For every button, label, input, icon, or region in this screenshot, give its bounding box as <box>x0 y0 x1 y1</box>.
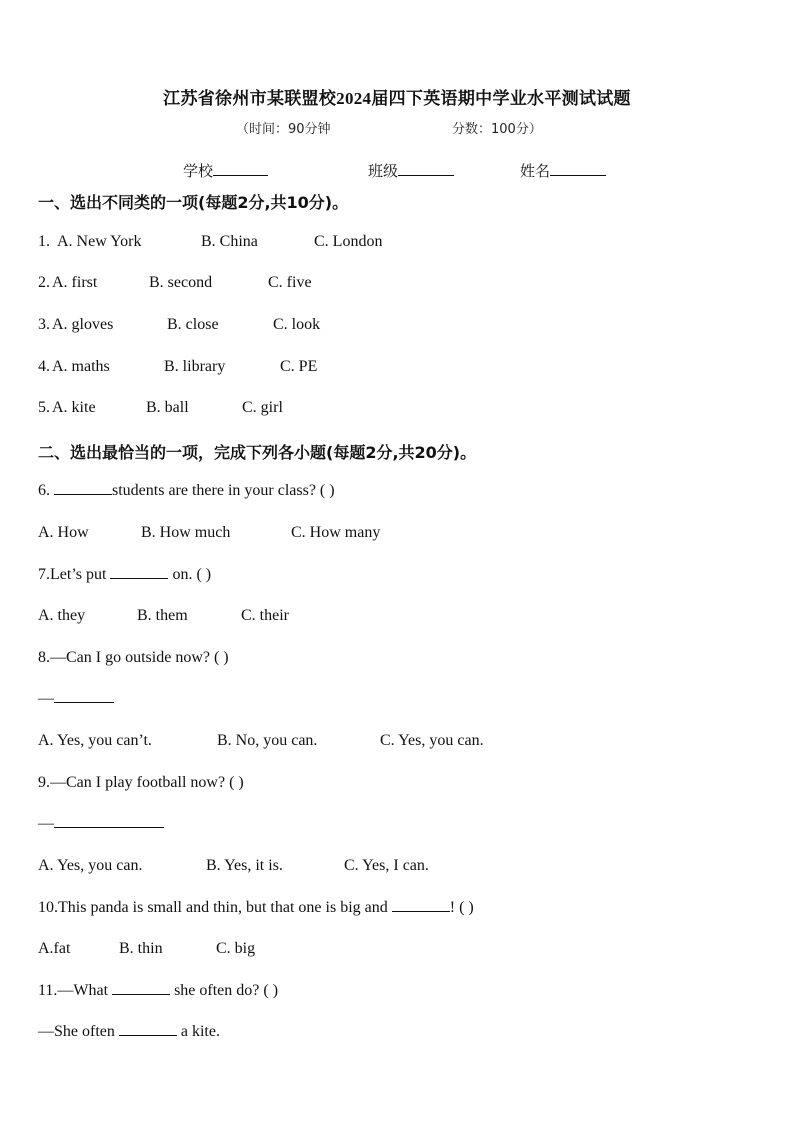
q8-option-c: C. Yes, you can. <box>380 732 484 749</box>
name-label: 姓名 <box>520 164 551 180</box>
q4-option-b: B. library <box>164 358 226 375</box>
q7-blank[interactable] <box>110 566 168 579</box>
q11-prefix: 11.—What <box>38 982 113 999</box>
q8-blank[interactable] <box>54 690 114 703</box>
q2-option-b: B. second <box>149 274 213 291</box>
q10-text: ! ( ) <box>449 899 474 916</box>
question-10 <box>38 899 474 917</box>
question-11 <box>38 982 278 1000</box>
q3-number: 3. <box>38 316 50 333</box>
q9-dash: — <box>38 815 54 832</box>
q6-option-a: A. How <box>38 524 89 541</box>
section2-heading: 二、选出最恰当的一项，完成下列各小题(每题2分,共20分)。 <box>38 443 477 462</box>
q11-line2-text: a kite. <box>176 1023 220 1040</box>
q2-option-c: C. five <box>268 274 312 291</box>
q8-option-b: B. No, you can. <box>217 732 318 749</box>
q3-option-a: A. gloves <box>52 316 114 333</box>
school-label: 学校 <box>183 164 214 180</box>
q6-text: students are there in your class? ( ) <box>112 482 335 499</box>
question-8-answer <box>38 690 114 708</box>
q10-option-c: C. big <box>216 940 256 957</box>
q1-option-c: C. London <box>314 233 383 250</box>
q6-option-c: C. How many <box>291 524 381 541</box>
section1-heading: 一、选出不同类的一项(每题2分,共10分)。 <box>38 193 349 212</box>
question-8: 8.—Can I go outside now? ( ) <box>38 649 229 666</box>
question-9-answer <box>38 815 164 833</box>
question-7 <box>38 566 211 584</box>
q7-option-c: C. their <box>241 607 289 624</box>
q5-option-b: B. ball <box>146 399 189 416</box>
school-blank[interactable] <box>213 163 268 176</box>
q9-option-c: C. Yes, I can. <box>344 857 429 874</box>
q3-option-c: C. look <box>273 316 321 333</box>
question-11-line2 <box>38 1023 220 1041</box>
q11-line2-blank[interactable] <box>119 1023 177 1036</box>
q3-option-b: B. close <box>167 316 219 333</box>
name-blank[interactable] <box>550 163 606 176</box>
q6-prefix: 6. <box>38 482 54 499</box>
q11-blank[interactable] <box>112 982 170 995</box>
question-9: 9.—Can I play football now? ( ) <box>38 774 244 791</box>
class-field <box>368 160 454 181</box>
q9-option-a: A. Yes, you can. <box>38 857 143 874</box>
q7-prefix: 7.Let’s put <box>38 566 111 583</box>
q4-option-a: A. maths <box>52 358 110 375</box>
class-blank[interactable] <box>398 163 454 176</box>
q10-option-a: A.fat <box>38 940 71 957</box>
q9-option-b: B. Yes, it is. <box>206 857 283 874</box>
question-6 <box>38 482 335 500</box>
score-info: 分数：100分） <box>452 122 542 137</box>
q10-option-b: B. thin <box>119 940 163 957</box>
q5-option-a: A. kite <box>52 399 96 416</box>
q1-number: 1. <box>38 233 50 250</box>
q10-blank[interactable] <box>392 899 450 912</box>
q7-option-a: A. they <box>38 607 86 624</box>
q2-number: 2. <box>38 274 50 291</box>
q1-option-a: A. New York <box>57 233 142 250</box>
q7-option-b: B. them <box>137 607 188 624</box>
q10-prefix: 10.This panda is small and thin, but that one is big and <box>38 899 392 916</box>
q2-option-a: A. first <box>52 274 98 291</box>
time-info: （时间：90分钟 <box>236 122 331 137</box>
q8-option-a: A. Yes, you can’t. <box>38 732 152 749</box>
q11-text: she often do? ( ) <box>170 982 279 999</box>
class-label: 班级 <box>368 164 399 180</box>
q1-option-b: B. China <box>201 233 258 250</box>
q6-blank[interactable] <box>54 482 112 495</box>
page-title: 江苏省徐州市某联盟校2024届四下英语期中学业水平测试试题 <box>163 89 631 108</box>
q4-option-c: C. PE <box>280 358 318 375</box>
q9-blank[interactable] <box>54 815 164 828</box>
q4-number: 4. <box>38 358 50 375</box>
q5-number: 5. <box>38 399 50 416</box>
school-field <box>183 160 268 181</box>
name-field <box>520 160 606 181</box>
q7-text: on. ( ) <box>168 566 212 583</box>
q6-option-b: B. How much <box>141 524 231 541</box>
q11-line2-prefix: —She often <box>38 1023 119 1040</box>
q5-option-c: C. girl <box>242 399 283 416</box>
q8-dash: — <box>38 690 54 707</box>
